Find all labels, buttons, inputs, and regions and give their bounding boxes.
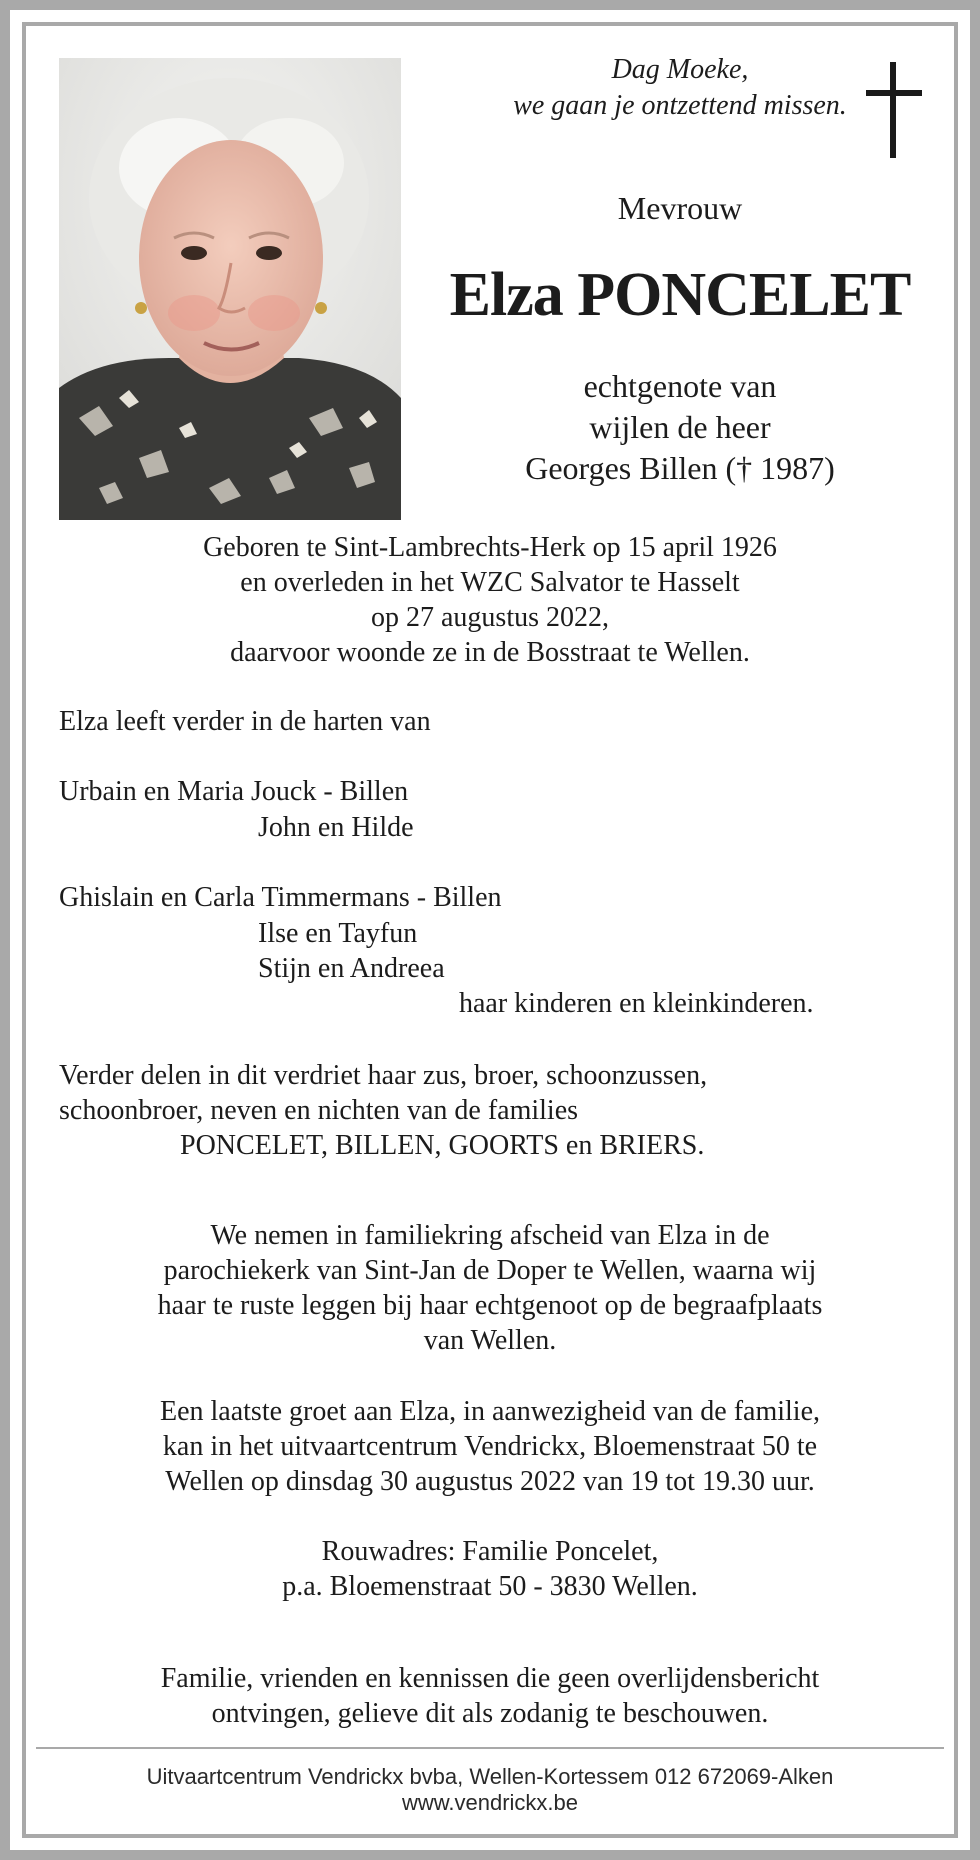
deceased-name: Elza PONCELET bbox=[449, 261, 911, 329]
farewell-line-2: parochiekerk van Sint-Jan de Doper te Wellen, waarna wij bbox=[163, 1255, 817, 1286]
spouse-line-1: echtgenote van bbox=[583, 368, 777, 404]
motto-line-2: we gaan je ontzettend missen. bbox=[513, 90, 847, 121]
birth-line-2: en overleden in het WZC Salvator te Hasselt bbox=[240, 567, 740, 598]
spouse-line-3: Georges Billen († 1987) bbox=[525, 450, 835, 486]
children-label: haar kinderen en kleinkinderen. bbox=[459, 988, 814, 1019]
grandchildren-1a: John en Hilde bbox=[258, 812, 414, 843]
farewell-line-3: haar te ruste leggen bij haar echtgenoot op de begraafplaats bbox=[157, 1290, 823, 1321]
grandchildren-2b: Stijn en Andreea bbox=[258, 953, 445, 984]
notice-line-2: ontvingen, gelieve dit als zodanig te beschouwen. bbox=[211, 1698, 769, 1729]
portrait-photo bbox=[59, 58, 401, 520]
address-line-1: Rouwadres: Familie Poncelet, bbox=[321, 1536, 659, 1567]
grandchildren-2a: Ilse en Tayfun bbox=[258, 918, 418, 949]
notice-line-1: Familie, vrienden en kennissen die geen overlijdensbericht bbox=[160, 1663, 820, 1694]
birth-line-4: daarvoor woonde ze in de Bosstraat te Wellen. bbox=[230, 637, 750, 668]
greeting-line-2: kan in het uitvaartcentrum Vendrickx, Bloemenstraat 50 te bbox=[162, 1431, 818, 1462]
footer-website: www.vendrickx.be bbox=[401, 1790, 579, 1815]
footer-divider bbox=[36, 1747, 944, 1749]
address-line-2: p.a. Bloemenstraat 50 - 3830 Wellen. bbox=[282, 1571, 698, 1602]
footer-company: Uitvaartcentrum Vendrickx bvba, Wellen-Kortessem 012 672069-Alken bbox=[146, 1764, 834, 1789]
family-intro: Elza leeft verder in de harten van bbox=[59, 706, 431, 737]
greeting-line-3: Wellen op dinsdag 30 augustus 2022 van 19 tot 19.30 uur. bbox=[165, 1466, 815, 1497]
child-2: Ghislain en Carla Timmermans - Billen bbox=[59, 882, 502, 913]
birth-line-3: op 27 augustus 2022, bbox=[371, 602, 609, 633]
sharing-line-1: Verder delen in dit verdriet haar zus, broer, schoonzussen, bbox=[59, 1060, 708, 1091]
child-1: Urbain en Maria Jouck - Billen bbox=[59, 776, 409, 807]
spouse-line-2: wijlen de heer bbox=[589, 409, 771, 445]
sharing-line-3: PONCELET, BILLEN, GOORTS en BRIERS. bbox=[180, 1130, 705, 1161]
greeting-line-1: Een laatste groet aan Elza, in aanwezigheid van de familie, bbox=[159, 1396, 821, 1427]
farewell-line-1: We nemen in familiekring afscheid van Elza in de bbox=[210, 1220, 770, 1251]
sharing-line-2: schoonbroer, neven en nichten van de families bbox=[59, 1095, 579, 1126]
birth-line-1: Geboren te Sint-Lambrechts-Herk op 15 april 1926 bbox=[203, 532, 777, 563]
title: Mevrouw bbox=[617, 190, 743, 226]
portrait-illustration bbox=[59, 58, 401, 520]
cross-icon bbox=[866, 62, 922, 158]
farewell-line-4: van Wellen. bbox=[423, 1325, 557, 1356]
motto-line-1: Dag Moeke, bbox=[611, 54, 749, 85]
